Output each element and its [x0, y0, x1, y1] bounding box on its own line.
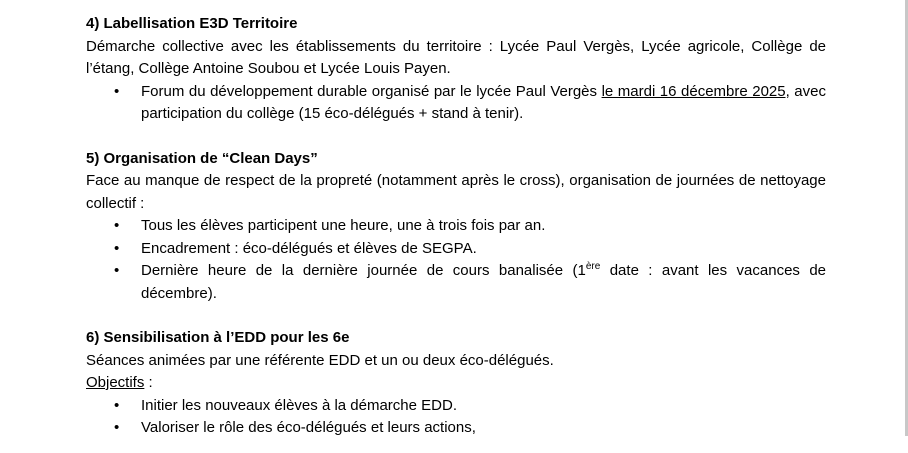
bullet-text: date : avant les vacances de décembre). — [141, 262, 827, 302]
bullet-text: Forum du développement durable organisé par le lycée Paul Vergès — [141, 82, 602, 100]
section-6-title: 6) Sensibilisation à l’EDD pour les 6e — [86, 329, 350, 346]
section-5-title: 5) Organisation de “Clean Days” — [86, 149, 318, 167]
section-4-intro: Démarche collective avec les établissements du territoire : Lycée Paul Vergès, Lycée agricole, Collège de l’étang, Collège Antoine Soubou et Lycée Louis Payen. — [86, 37, 826, 77]
section-5-list — [86, 215, 826, 305]
list-item — [86, 81, 826, 126]
paragraph-gap — [86, 126, 826, 148]
list-item: • Valoriser le rôle des éco-délégués et leurs actions, — [86, 417, 826, 440]
ordinal-superscript: ère — [585, 261, 601, 272]
section-6-list — [86, 395, 826, 440]
list-item: • Tous les élèves participent une heure, une à trois fois par an. — [86, 215, 826, 238]
section-6-intro: Séances animées par une référente EDD et un ou deux éco-délégués. — [86, 351, 554, 369]
bullet-text: Dernière heure de la dernière journée de cours banalisée (1 — [141, 262, 586, 279]
section-5-intro: Face au manque de respect de la propreté (notamment après le cross), organisation de journées de nettoyage collectif : — [86, 172, 826, 212]
list-item: • Initier les nouveaux élèves à la démarche EDD. — [86, 395, 826, 418]
document-body — [86, 13, 826, 440]
forum-date: le mardi 16 décembre 2025, — [601, 82, 790, 100]
objectives-label: Objectifs — [86, 374, 145, 391]
section-4-title: 4) Labellisation E3D Territoire — [86, 15, 298, 32]
objectives-heading — [86, 372, 826, 395]
objectives-colon: : — [144, 374, 153, 391]
bullet-text: avec participation du collège (15 éco-délégués + stand à tenir). — [141, 82, 826, 122]
list-item: • Encadrement : éco-délégués et élèves de SEGPA. — [86, 238, 826, 261]
paragraph-gap — [86, 305, 826, 327]
list-item — [86, 260, 826, 305]
section-4-list — [86, 81, 826, 126]
